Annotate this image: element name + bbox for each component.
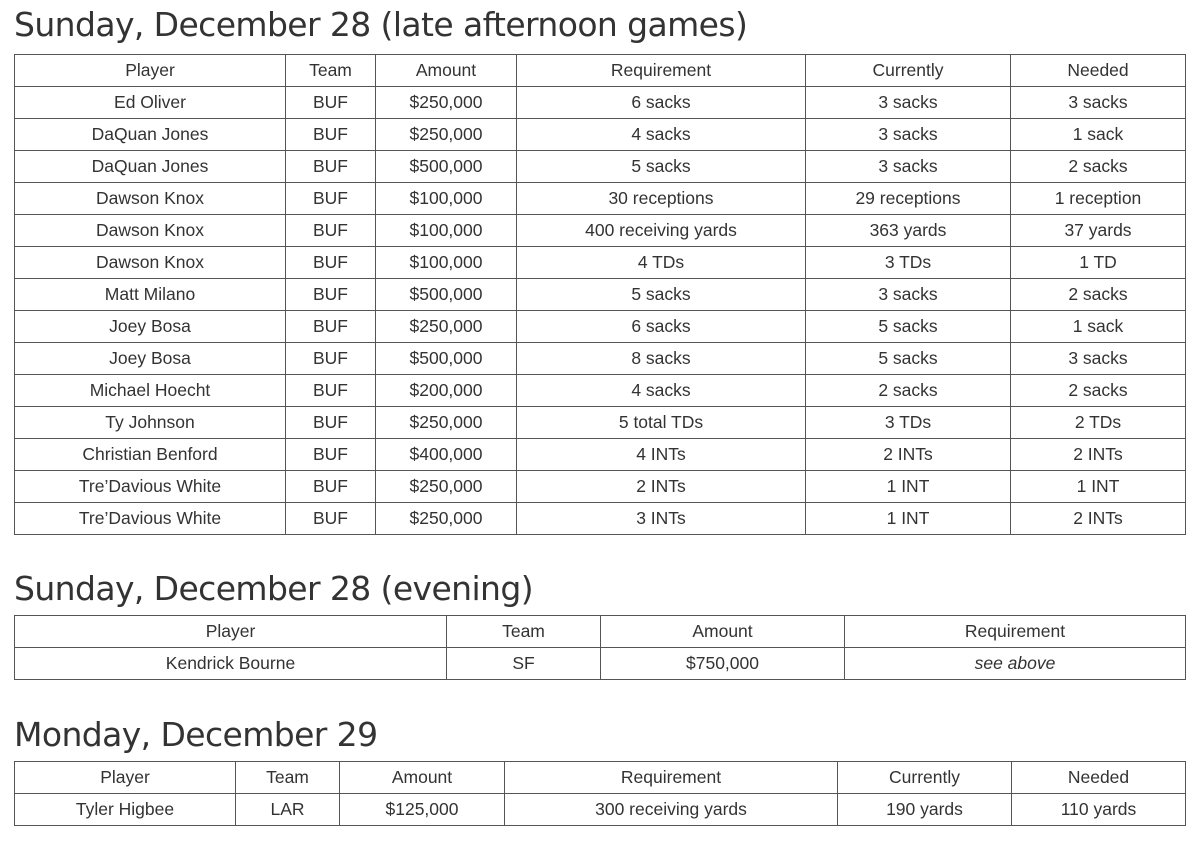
cell-player: Christian Benford xyxy=(15,439,286,471)
table-row xyxy=(15,794,1186,826)
cell-needed: 3 sacks xyxy=(1011,87,1186,119)
cell-needed: 2 TDs xyxy=(1011,407,1186,439)
cell-player: Tre’Davious White xyxy=(15,503,286,535)
cell-player: Joey Bosa xyxy=(15,343,286,375)
cell-currently: 3 TDs xyxy=(806,247,1011,279)
cell-amount: $100,000 xyxy=(376,247,517,279)
cell-team: BUF xyxy=(286,183,376,215)
cell-amount: $125,000 xyxy=(340,794,505,826)
cell-currently: 363 yards xyxy=(806,215,1011,247)
table-row xyxy=(15,119,1186,151)
cell-team: BUF xyxy=(286,503,376,535)
cell-needed: 2 sacks xyxy=(1011,375,1186,407)
table-row xyxy=(15,215,1186,247)
cell-team: BUF xyxy=(286,311,376,343)
cell-requirement: 4 INTs xyxy=(517,439,806,471)
cell-amount: $200,000 xyxy=(376,375,517,407)
cell-requirement: see above xyxy=(845,648,1186,680)
cell-player: Dawson Knox xyxy=(15,247,286,279)
cell-player: DaQuan Jones xyxy=(15,151,286,183)
cell-needed: 37 yards xyxy=(1011,215,1186,247)
cell-team: LAR xyxy=(236,794,340,826)
column-header-requirement: Requirement xyxy=(845,616,1186,648)
cell-amount: $500,000 xyxy=(376,279,517,311)
cell-requirement: 8 sacks xyxy=(517,343,806,375)
cell-amount: $100,000 xyxy=(376,183,517,215)
cell-team: BUF xyxy=(286,87,376,119)
incentives-table xyxy=(14,615,1186,680)
cell-requirement: 400 receiving yards xyxy=(517,215,806,247)
cell-requirement: 30 receptions xyxy=(517,183,806,215)
cell-currently: 3 sacks xyxy=(806,119,1011,151)
cell-needed: 2 sacks xyxy=(1011,151,1186,183)
cell-needed: 3 sacks xyxy=(1011,343,1186,375)
cell-amount: $750,000 xyxy=(601,648,845,680)
section-late-afternoon xyxy=(14,4,1185,535)
section-title: Sunday, December 28 (late afternoon games) xyxy=(14,5,748,44)
cell-currently: 5 sacks xyxy=(806,311,1011,343)
header-row xyxy=(15,55,1186,87)
cell-player: Kendrick Bourne xyxy=(15,648,447,680)
column-header-amount: Amount xyxy=(376,55,517,87)
cell-requirement: 6 sacks xyxy=(517,87,806,119)
column-header-team: Team xyxy=(286,55,376,87)
column-header-needed: Needed xyxy=(1011,55,1186,87)
cell-currently: 1 INT xyxy=(806,471,1011,503)
cell-currently: 1 INT xyxy=(806,503,1011,535)
cell-amount: $250,000 xyxy=(376,471,517,503)
section-evening xyxy=(14,568,1185,680)
table-row xyxy=(15,279,1186,311)
table-row xyxy=(15,183,1186,215)
cell-team: BUF xyxy=(286,215,376,247)
column-header-player: Player xyxy=(15,762,236,794)
cell-team: BUF xyxy=(286,471,376,503)
table-row xyxy=(15,648,1186,680)
section-monday xyxy=(14,714,1185,826)
cell-amount: $100,000 xyxy=(376,215,517,247)
column-header-player: Player xyxy=(15,55,286,87)
table-row xyxy=(15,343,1186,375)
cell-requirement: 4 TDs xyxy=(517,247,806,279)
cell-team: BUF xyxy=(286,279,376,311)
table-row xyxy=(15,439,1186,471)
cell-currently: 2 INTs xyxy=(806,439,1011,471)
table-row xyxy=(15,407,1186,439)
cell-needed: 1 reception xyxy=(1011,183,1186,215)
table-row xyxy=(15,471,1186,503)
cell-requirement: 4 sacks xyxy=(517,375,806,407)
cell-needed: 1 sack xyxy=(1011,119,1186,151)
cell-team: BUF xyxy=(286,375,376,407)
table-row xyxy=(15,503,1186,535)
cell-currently: 2 sacks xyxy=(806,375,1011,407)
column-header-amount: Amount xyxy=(340,762,505,794)
cell-needed: 2 INTs xyxy=(1011,439,1186,471)
cell-currently: 190 yards xyxy=(838,794,1012,826)
cell-player: Ed Oliver xyxy=(15,87,286,119)
column-header-requirement: Requirement xyxy=(505,762,838,794)
cell-player: Tyler Higbee xyxy=(15,794,236,826)
cell-player: DaQuan Jones xyxy=(15,119,286,151)
cell-player: Tre’Davious White xyxy=(15,471,286,503)
cell-currently: 3 sacks xyxy=(806,87,1011,119)
incentives-table xyxy=(14,54,1186,535)
cell-requirement: 2 INTs xyxy=(517,471,806,503)
cell-amount: $250,000 xyxy=(376,87,517,119)
cell-currently: 3 sacks xyxy=(806,279,1011,311)
section-title: Monday, December 29 xyxy=(14,715,378,754)
cell-amount: $400,000 xyxy=(376,439,517,471)
cell-team: BUF xyxy=(286,343,376,375)
cell-team: SF xyxy=(447,648,601,680)
cell-needed: 2 sacks xyxy=(1011,279,1186,311)
cell-currently: 5 sacks xyxy=(806,343,1011,375)
cell-player: Dawson Knox xyxy=(15,183,286,215)
header-row xyxy=(15,616,1186,648)
cell-requirement: 6 sacks xyxy=(517,311,806,343)
cell-team: BUF xyxy=(286,439,376,471)
cell-needed: 1 TD xyxy=(1011,247,1186,279)
cell-team: BUF xyxy=(286,119,376,151)
cell-amount: $250,000 xyxy=(376,119,517,151)
column-header-team: Team xyxy=(236,762,340,794)
cell-requirement: 4 sacks xyxy=(517,119,806,151)
column-header-currently: Currently xyxy=(838,762,1012,794)
column-header-currently: Currently xyxy=(806,55,1011,87)
section-title: Sunday, December 28 (evening) xyxy=(14,569,533,608)
cell-amount: $250,000 xyxy=(376,503,517,535)
column-header-requirement: Requirement xyxy=(517,55,806,87)
cell-amount: $250,000 xyxy=(376,311,517,343)
table-row xyxy=(15,151,1186,183)
cell-requirement: 3 INTs xyxy=(517,503,806,535)
cell-amount: $250,000 xyxy=(376,407,517,439)
cell-currently: 29 receptions xyxy=(806,183,1011,215)
cell-needed: 1 sack xyxy=(1011,311,1186,343)
cell-requirement: 5 sacks xyxy=(517,279,806,311)
table-row xyxy=(15,375,1186,407)
column-header-needed: Needed xyxy=(1012,762,1186,794)
cell-player: Matt Milano xyxy=(15,279,286,311)
cell-needed: 2 INTs xyxy=(1011,503,1186,535)
cell-currently: 3 sacks xyxy=(806,151,1011,183)
cell-player: Joey Bosa xyxy=(15,311,286,343)
cell-player: Ty Johnson xyxy=(15,407,286,439)
cell-team: BUF xyxy=(286,151,376,183)
table-row xyxy=(15,87,1186,119)
cell-needed: 1 INT xyxy=(1011,471,1186,503)
column-header-team: Team xyxy=(447,616,601,648)
cell-needed: 110 yards xyxy=(1012,794,1186,826)
cell-team: BUF xyxy=(286,247,376,279)
cell-requirement: 300 receiving yards xyxy=(505,794,838,826)
cell-player: Dawson Knox xyxy=(15,215,286,247)
table-row xyxy=(15,311,1186,343)
cell-requirement: 5 sacks xyxy=(517,151,806,183)
cell-requirement: 5 total TDs xyxy=(517,407,806,439)
incentives-table xyxy=(14,761,1186,826)
header-row xyxy=(15,762,1186,794)
cell-amount: $500,000 xyxy=(376,343,517,375)
cell-team: BUF xyxy=(286,407,376,439)
table-row xyxy=(15,247,1186,279)
cell-amount: $500,000 xyxy=(376,151,517,183)
column-header-amount: Amount xyxy=(601,616,845,648)
cell-player: Michael Hoecht xyxy=(15,375,286,407)
column-header-player: Player xyxy=(15,616,447,648)
cell-currently: 3 TDs xyxy=(806,407,1011,439)
